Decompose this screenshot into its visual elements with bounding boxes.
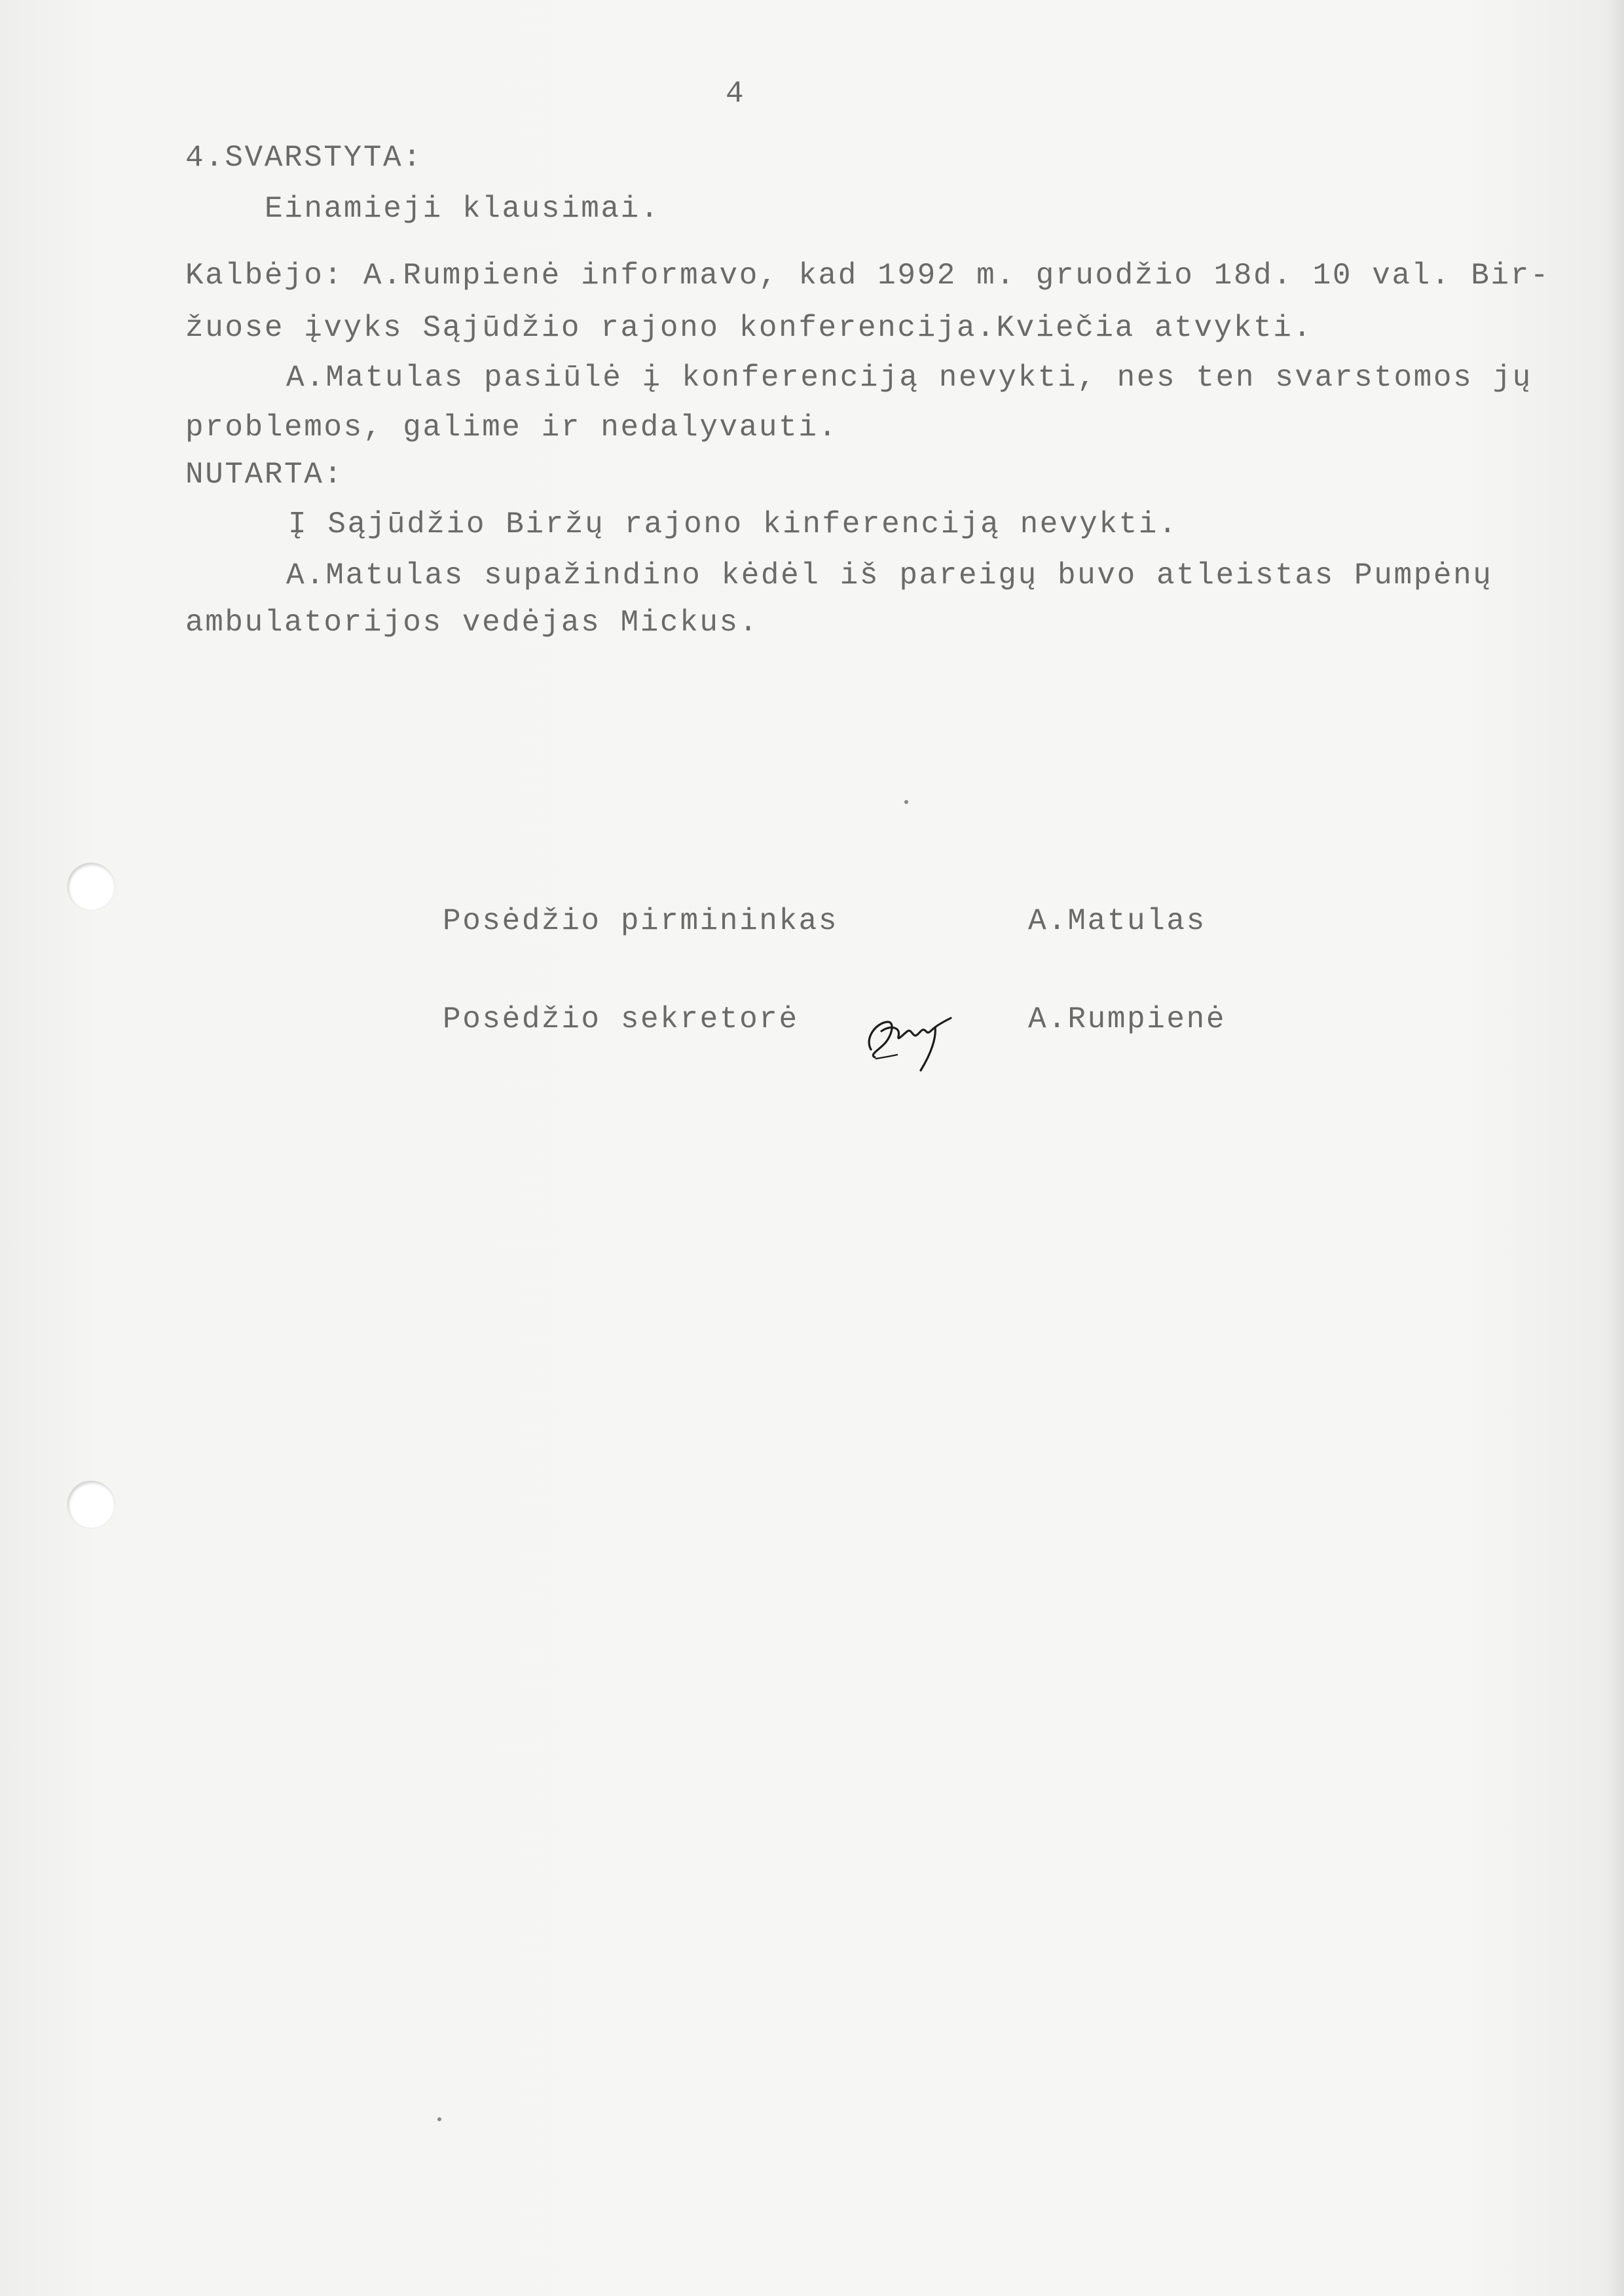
chair-role: Posėdžio pirmininkas [443,904,839,938]
paragraph-line-2: žuose įvyks Sąjūdžio rajono konferencija.Kviečia atvykti. [185,311,1313,345]
stray-mark [904,800,908,804]
page-edge-shadow [1606,0,1624,2296]
punch-hole-bottom [67,1481,115,1528]
paragraph-line-1: Kalbėjo: A.Rumpienė informavo, kad 1992 m. gruodžio 18d. 10 val. Bir- [185,259,1551,293]
handwritten-signature [858,998,969,1077]
stray-mark-bottom [437,2117,441,2121]
page-number: 4 [726,77,746,111]
chair-name: A.Matulas [1028,904,1206,938]
paragraph-line-4: problemos, galime ir nedalyvauti. [185,410,838,445]
secretary-name: A.Rumpienė [1028,1002,1227,1036]
decision-line-3: ambulatorijos vedėjas Mickus. [185,606,759,640]
decision-line-1: Į Sąjūdžio Biržų rajono kinferenciją nevykti. [288,507,1179,541]
decision-line-2: A.Matulas supažindino kėdėl iš pareigų buvo atleistas Pumpėnų [286,558,1493,592]
section-topic: Einamieji klausimai. [265,192,661,226]
secretary-role: Posėdžio sekretorė [443,1002,799,1036]
paragraph-line-3: A.Matulas pasiūlė į konferenciją nevykti, nes ten svarstomos jų [286,361,1532,395]
section-heading: 4.SVARSTYTA: [185,141,423,175]
punch-hole-top [67,863,115,910]
decision-heading: NUTARTA: [185,458,344,492]
